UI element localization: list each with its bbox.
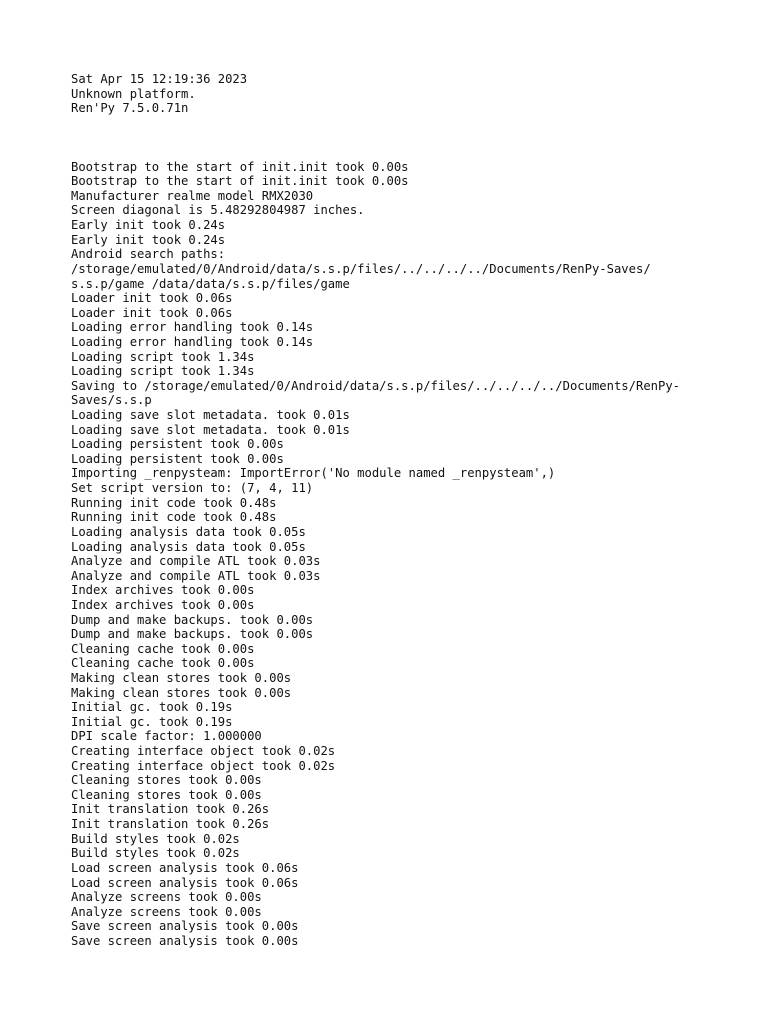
- log-line: Loading script took 1.34s: [71, 364, 255, 379]
- blank-line: [71, 130, 751, 145]
- log-line: Loading analysis data took 0.05s: [71, 539, 306, 554]
- log-line: Index archives took 0.00s: [71, 583, 255, 598]
- log-line: Creating interface object took 0.02s: [71, 758, 336, 773]
- log-line: Initial gc. took 0.19s: [71, 700, 233, 715]
- log-line: Saves/s.s.p: [71, 393, 152, 408]
- log-line: Running init code took 0.48s: [71, 495, 277, 510]
- log-line: Loader init took 0.06s: [71, 305, 233, 320]
- log-line: Running init code took 0.48s: [71, 510, 277, 525]
- log-header: [71, 72, 751, 116]
- log-line: Init translation took 0.26s: [71, 817, 270, 832]
- log-line: Loading save slot metadata. took 0.01s: [71, 408, 350, 423]
- log-line: Loading analysis data took 0.05s: [71, 524, 306, 539]
- log-line: Importing _renpysteam: ImportError('No module named _renpysteam',): [71, 466, 556, 481]
- log-line: Analyze and compile ATL took 0.03s: [71, 568, 321, 583]
- log-line: Creating interface object took 0.02s: [71, 744, 336, 759]
- blank-line: [71, 145, 751, 160]
- log-document: [71, 72, 751, 949]
- log-line: Dump and make backups. took 0.00s: [71, 612, 314, 627]
- log-line: Set script version to: (7, 4, 11): [71, 481, 314, 496]
- log-line: Initial gc. took 0.19s: [71, 714, 233, 729]
- log-line: Load screen analysis took 0.06s: [71, 860, 299, 875]
- log-line: Save screen analysis took 0.00s: [71, 919, 299, 934]
- log-line: Analyze and compile ATL took 0.03s: [71, 554, 321, 569]
- log-line: Loader init took 0.06s: [71, 291, 233, 306]
- log-line: Saving to /storage/emulated/0/Android/data/s.s.p/files/../../../../Documents/RenPy-: [71, 378, 681, 393]
- log-line: Cleaning cache took 0.00s: [71, 656, 255, 671]
- log-line: Bootstrap to the start of init.init took 0.00s: [71, 174, 409, 189]
- log-line: Bootstrap to the start of init.init took 0.00s: [71, 159, 409, 174]
- log-line: Screen diagonal is 5.48292804987 inches.: [71, 203, 365, 218]
- log-line: Save screen analysis took 0.00s: [71, 933, 299, 948]
- log-line: Cleaning stores took 0.00s: [71, 773, 262, 788]
- log-line: Index archives took 0.00s: [71, 597, 255, 612]
- log-line: Loading error handling took 0.14s: [71, 334, 314, 349]
- log-timestamp: Sat Apr 15 12:19:36 2023: [71, 72, 248, 86]
- log-line: /storage/emulated/0/Android/data/s.s.p/files/../../../../Documents/RenPy-Saves/: [71, 261, 651, 276]
- log-line: Cleaning cache took 0.00s: [71, 641, 255, 656]
- log-line: s.s.p/game /data/data/s.s.p/files/game: [71, 276, 350, 291]
- log-version: Ren'Py 7.5.0.71n: [71, 101, 189, 116]
- log-line: Making clean stores took 0.00s: [71, 685, 292, 700]
- log-platform: Unknown platform.: [71, 86, 196, 101]
- log-line: Early init took 0.24s: [71, 218, 226, 233]
- log-line: DPI scale factor: 1.000000: [71, 729, 262, 744]
- log-body: [71, 160, 751, 949]
- log-line: Making clean stores took 0.00s: [71, 670, 292, 685]
- log-line: Load screen analysis took 0.06s: [71, 875, 299, 890]
- blank-line: [71, 116, 751, 131]
- log-line: Loading persistent took 0.00s: [71, 437, 284, 452]
- log-line: Manufacturer realme model RMX2030: [71, 188, 314, 203]
- log-line: Build styles took 0.02s: [71, 831, 240, 846]
- log-line: Cleaning stores took 0.00s: [71, 787, 262, 802]
- log-line: Build styles took 0.02s: [71, 846, 240, 861]
- log-line: Loading script took 1.34s: [71, 349, 255, 364]
- log-line: Loading persistent took 0.00s: [71, 451, 284, 466]
- log-line: Loading save slot metadata. took 0.01s: [71, 422, 350, 437]
- log-line: Init translation took 0.26s: [71, 802, 270, 817]
- log-line: Analyze screens took 0.00s: [71, 904, 262, 919]
- log-line: Android search paths:: [71, 247, 226, 262]
- log-line: Loading error handling took 0.14s: [71, 320, 314, 335]
- log-line: Analyze screens took 0.00s: [71, 890, 262, 905]
- log-line: Dump and make backups. took 0.00s: [71, 627, 314, 642]
- log-line: Early init took 0.24s: [71, 232, 226, 247]
